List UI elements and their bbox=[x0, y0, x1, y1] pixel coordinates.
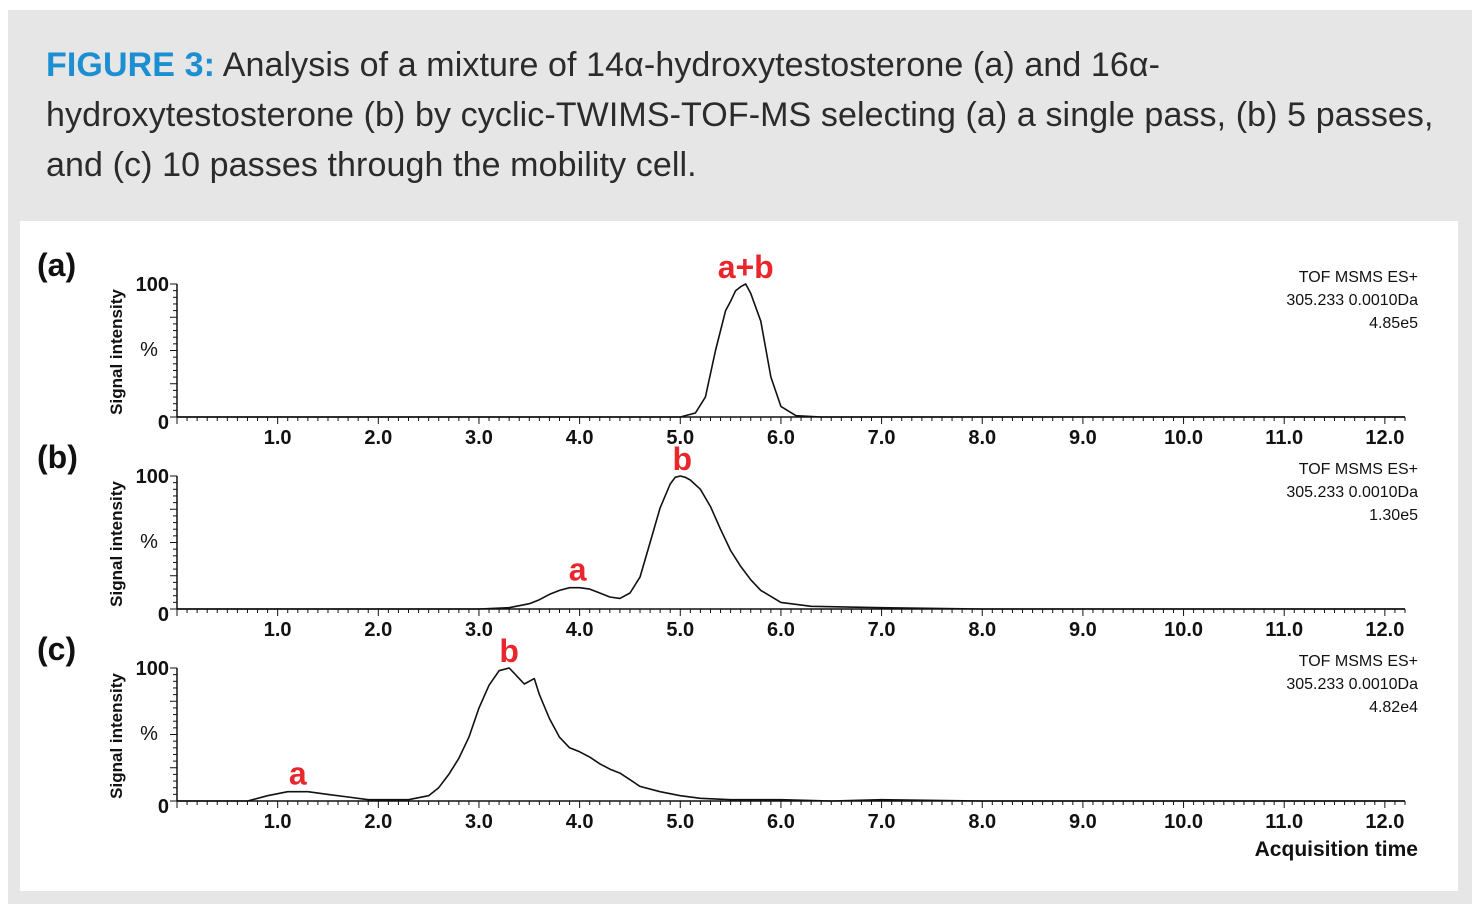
y-tick-label: 100 bbox=[135, 466, 169, 488]
info-line: 305.233 0.0010Da bbox=[1286, 292, 1418, 309]
peak-label: a bbox=[288, 755, 307, 792]
x-axis-title: Acquisition time bbox=[1254, 838, 1418, 861]
x-tick-label: 9.0 bbox=[1068, 427, 1097, 449]
x-tick-label: 8.0 bbox=[968, 427, 997, 449]
x-tick-label: 1.0 bbox=[263, 427, 292, 449]
y-tick-label: 0 bbox=[157, 604, 169, 626]
x-tick-label: 6.0 bbox=[767, 811, 795, 833]
y-unit-label: % bbox=[140, 531, 158, 553]
info-line: 305.233 0.0010Da bbox=[1286, 676, 1418, 693]
x-tick-label: 11.0 bbox=[1265, 427, 1304, 449]
y-unit-label: % bbox=[140, 339, 158, 361]
x-tick-label: 8.0 bbox=[968, 811, 997, 833]
x-tick-label: 12.0 bbox=[1365, 619, 1405, 641]
chromatogram-trace bbox=[177, 476, 1405, 609]
figure-caption bbox=[46, 40, 1436, 190]
x-tick-label: 9.0 bbox=[1068, 811, 1097, 833]
caption-text: Analysis of a mixture of 14α-hydroxytestosterone (a) and 16α-hydroxytestosterone (b) by cyclic-TWIMS-TOF-MS selecting (a) a single pass, (b) 5 passes, and (c) 10 passes through the mobility cell. bbox=[46, 46, 1434, 184]
x-tick-label: 2.0 bbox=[364, 811, 393, 833]
x-tick-label: 3.0 bbox=[465, 619, 493, 641]
peak-label: a bbox=[568, 551, 587, 588]
y-tick-label: 100 bbox=[135, 274, 169, 296]
x-tick-label: 7.0 bbox=[867, 619, 896, 641]
y-tick-label: 100 bbox=[135, 658, 169, 680]
x-tick-label: 4.0 bbox=[565, 619, 594, 641]
panel-letter: (b) bbox=[37, 439, 78, 475]
info-line: 4.82e4 bbox=[1369, 699, 1418, 716]
info-line: TOF MSMS ES+ bbox=[1298, 461, 1418, 478]
x-tick-label: 10.0 bbox=[1164, 811, 1204, 833]
y-tick-label: 0 bbox=[157, 796, 169, 818]
y-axis-title: Signal intensity bbox=[107, 481, 126, 607]
chromatogram-chart bbox=[20, 221, 1458, 891]
info-line: 1.30e5 bbox=[1369, 507, 1418, 524]
x-tick-label: 4.0 bbox=[565, 811, 594, 833]
peak-label: b bbox=[499, 633, 519, 669]
chromatogram-trace bbox=[177, 668, 1405, 801]
x-tick-label: 1.0 bbox=[263, 811, 292, 833]
x-tick-label: 5.0 bbox=[666, 427, 695, 449]
figure-label: FIGURE 3: bbox=[46, 46, 216, 84]
x-tick-label: 11.0 bbox=[1265, 811, 1304, 833]
x-tick-label: 3.0 bbox=[465, 811, 493, 833]
y-axis-title: Signal intensity bbox=[107, 673, 126, 799]
x-tick-label: 3.0 bbox=[465, 427, 493, 449]
chart-panel bbox=[20, 221, 1458, 891]
info-line: 4.85e5 bbox=[1369, 315, 1418, 332]
chromatogram-trace bbox=[177, 284, 1405, 417]
peak-label: b bbox=[672, 441, 693, 477]
x-tick-label: 11.0 bbox=[1265, 619, 1304, 641]
x-tick-label: 10.0 bbox=[1164, 427, 1204, 449]
x-tick-label: 2.0 bbox=[364, 619, 393, 641]
x-tick-label: 6.0 bbox=[767, 619, 795, 641]
x-tick-label: 7.0 bbox=[867, 427, 896, 449]
x-tick-label: 7.0 bbox=[867, 811, 896, 833]
y-tick-label: 0 bbox=[157, 412, 169, 434]
panel-letter: (a) bbox=[37, 247, 77, 283]
info-line: 305.233 0.0010Da bbox=[1286, 484, 1418, 501]
info-line: TOF MSMS ES+ bbox=[1298, 269, 1418, 286]
y-axis-title: Signal intensity bbox=[107, 289, 126, 415]
x-tick-label: 5.0 bbox=[666, 619, 695, 641]
y-unit-label: % bbox=[140, 723, 158, 745]
x-tick-label: 5.0 bbox=[666, 811, 695, 833]
x-tick-label: 2.0 bbox=[364, 427, 393, 449]
info-line: TOF MSMS ES+ bbox=[1298, 653, 1418, 670]
x-tick-label: 6.0 bbox=[767, 427, 795, 449]
x-tick-label: 12.0 bbox=[1365, 427, 1405, 449]
x-tick-label: 10.0 bbox=[1164, 619, 1204, 641]
panel-letter: (c) bbox=[37, 631, 77, 667]
x-tick-label: 4.0 bbox=[565, 427, 594, 449]
x-tick-label: 9.0 bbox=[1068, 619, 1097, 641]
x-tick-label: 12.0 bbox=[1365, 811, 1405, 833]
x-tick-label: 8.0 bbox=[968, 619, 997, 641]
peak-label: a+b bbox=[717, 249, 774, 285]
x-tick-label: 1.0 bbox=[263, 619, 292, 641]
